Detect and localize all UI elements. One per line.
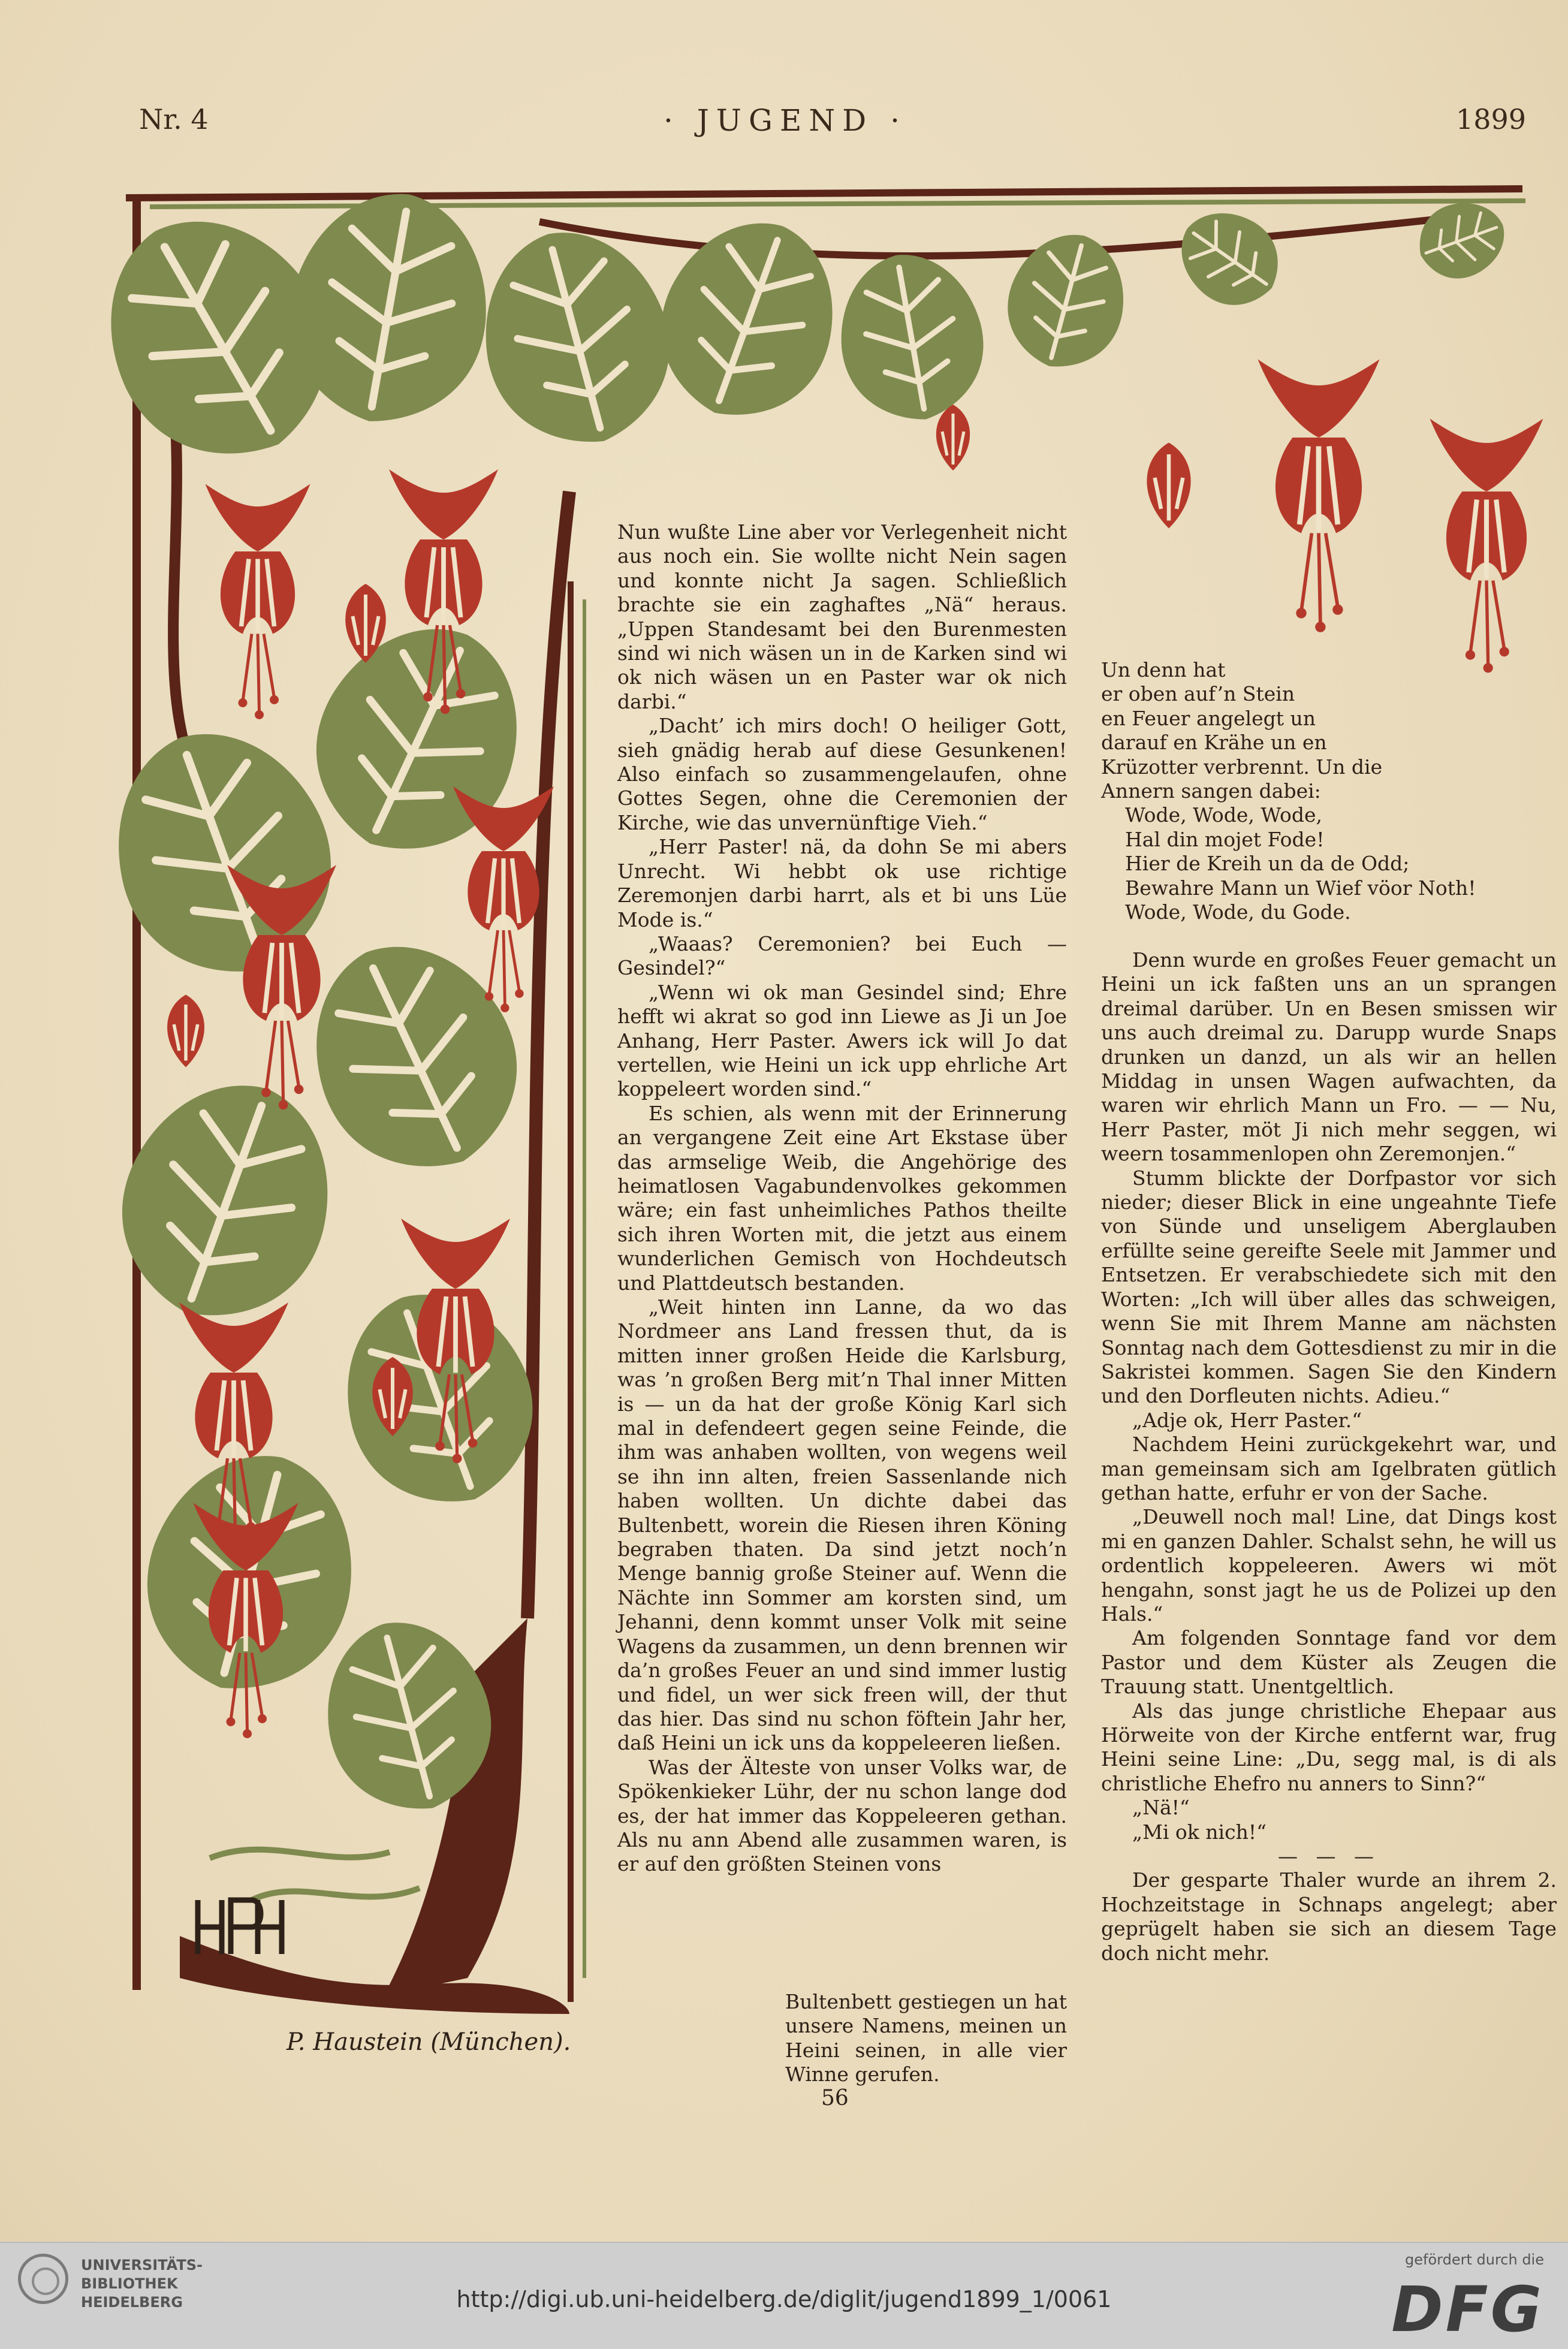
paragraph: „Wenn wi ok man Gesindel sind; Ehre hefft wi akrat so god inn Liewe as Ji un Joe Anhang, Herr Paster. Awers ick will Jo dat vertellen, wie Heini un ick upp ehrliche Art koppeleert worden sind.“ [617, 980, 1067, 1101]
paragraph: Denn wurde en großes Feuer gemacht un Heini un ick faßten uns an un sprangen dreimal darüber. Un en Besen smissen wir uns auch dreimal zu. Darupp wurde Snaps drunken un danzd, un als wir an hellen Middag in unsen Wagen aufwachten, da waren wir ehrlich Mann un Fro. — — Nu, Herr Paster, möt Ji nich mehr seggen, wi weern tosammenlopen ohn Zeremonjen.“ [1101, 948, 1557, 1166]
paragraph: Es schien, als wenn mit der Erinnerung an vergangene Zeit eine Art Ekstase über das armselige Weib, die Angehörige des heimatlosen Vagabundenvolkes gekommen wäre; ein fast unheimliches Pathos theilte sich ihren Worten mit, die jetzt aus einem wunderlichen Gemisch von Hochdeutsch und Plattdeutsch bestanden. [617, 1101, 1067, 1295]
illustration-caption: P. Haustein (München). [287, 2028, 571, 2056]
leaf [827, 243, 996, 432]
poem-line: er oben auf’n Stein [1101, 682, 1295, 706]
leaf [1162, 193, 1297, 324]
paragraph: Der gesparte Thaler wurde an ihrem 2. Hochzeitstage in Schnaps angelegt; aber geprügelt haben sie sich an diesem Tage doch nicht mehr. [1101, 1868, 1557, 1965]
magazine-title: · JUGEND · [663, 103, 907, 138]
poem-line: Hier de Kreih un da de Odd; [1125, 852, 1410, 876]
poem-line: Krüzotter verbrennt. Un die [1101, 755, 1383, 779]
paragraph: Nachdem Heini zurückgekehrt war, und man gemeinsam sich am Igelbraten gütlich gethan hatte, erfuhr er von der Sache. [1101, 1433, 1557, 1504]
paragraph: „Nä!“ [1132, 1796, 1190, 1820]
poem-line: Wode, Wode, du Gode. [1125, 900, 1351, 924]
paragraph: Bultenbett gestiegen un hat unsere Namens, meinen un Heini seinen, in alle vier Winne gerufen. [785, 1990, 1067, 2086]
paragraph: Was der Älteste von unser Volks war, de Spökenkieker Lühr, der nu schon lange dod es, der hat immer das Koppeleeren gethan. Als nu ann Abend alle zusammen waren, is er auf den größten Steinen vons [617, 1755, 1067, 1876]
digitization-footer [0, 2242, 1568, 2349]
poem-line: Bewahre Mann un Wief vöor Noth! [1125, 876, 1476, 900]
paragraph: „Herr Paster! nä, da dohn Se mi abers Unrecht. Wi hebbt ok use richtige Zeremonjen darbi harrt, als et bi uns Lüe Mode is.“ [617, 835, 1067, 931]
poem-line: Wode, Wode, Wode, [1125, 803, 1323, 827]
paragraph: Am folgenden Sonntage fand vor dem Pastor und dem Küster als Zeugen die Trauung statt. Unentgeltlich. [1101, 1626, 1557, 1699]
source-url-link[interactable]: http://digi.ub.uni-heidelberg.de/diglit/jugend1899_1/0061 [456, 2286, 1112, 2312]
main-stem [527, 491, 569, 1618]
fuchsia-flower [1430, 419, 1543, 673]
institution-line: BIBLIOTHEK [81, 2275, 178, 2292]
poem-line: Un denn hat [1101, 658, 1226, 682]
artist-monogram [198, 1900, 282, 1954]
poem-line: Annern sangen dabei: [1101, 779, 1321, 803]
paragraph: Nun wußte Line aber vor Verlegenheit nicht aus noch ein. Sie wollte nicht Nein sagen und konnte nicht Ja sagen. Schließlich brachte sie ein zaghaftes „Nä“ heraus. „Uppen Standesamt bei den Burenmesten sind wi nich wäsen un in de Karken sind wi ok nich wäsen un en Paster war ok nich darbi.“ [617, 520, 1067, 713]
leaf [635, 197, 861, 441]
leaf [460, 210, 692, 465]
grass-lines [210, 1850, 420, 1900]
leaf [91, 1054, 363, 1347]
text-column-middle [617, 520, 1067, 1877]
paragraph: „Mi ok nich!“ [1132, 1820, 1267, 1844]
fuchsia-bud [167, 995, 204, 1068]
poem-line: Hal din mojet Fode! [1125, 827, 1325, 851]
year: 1899 [1455, 103, 1526, 135]
paragraph: „Waaas? Ceremonien? bei Euch — Gesindel?“ [617, 931, 1067, 980]
paragraph: „Adje ok, Herr Paster.“ [1132, 1408, 1362, 1432]
frame-top-line [126, 189, 1522, 198]
institution-line: UNIVERSITÄTS- [81, 2257, 203, 2273]
fuchsia-bud [1147, 443, 1190, 529]
text-column-right [1101, 948, 1557, 1965]
tree-roots [180, 1936, 569, 2014]
paragraph: „Dacht’ ich mirs doch! O heiliger Gott, sieh gnädig herab auf diese Gesunkenen! Also einfach so zusammengelaufen, ohne Gottes Segen, ohne die Ceremonien der Kirche, wie das unvernünftige Vieh.“ [617, 714, 1067, 834]
top-vine [539, 216, 1469, 256]
page-number: 56 [821, 2086, 849, 2110]
paragraph: „Deuwell noch mal! Line, dat Dings kost mi en ganzen Dahler. Schalst sehn, he will us ordentlich koppeleeren. Awers wi möt hengahn, sonst jagt he us de Polizei up den Hals.“ [1101, 1505, 1557, 1626]
institution-line: HEIDELBERG [81, 2294, 183, 2311]
dfg-logo[interactable]: DFG [1391, 2273, 1544, 2346]
poem-line: en Feuer angelegt un [1101, 706, 1316, 730]
paragraph: Als das junge christliche Ehepaar aus Hörweite von der Kirche entfernt war, frug Heini seine Line: „Du, segg mal, is di als christliche Ehefro nu anners to Sinn?“ [1101, 1699, 1557, 1795]
section-separator: — — — [1278, 1844, 1380, 1868]
fuchsia-bud [936, 405, 970, 471]
paragraph: „Weit hinten inn Lanne, da wo das Nordmeer ans Land fressen thut, da is mitten inner großen Heide die Karlsburg, was ’n großen Berg mit’n Thal inner Mitten is — un da hat der große König Karl sich mal in defendeert gegen seine Feinde, die ihm was anhaben wollten, von wegens weil se ihn inn alten, freien Sassenlande nich haben wollten. Un dichte dabei das Bultenbett, worein die Riesen ihren Köning begraben thaten. Da sind jetzt noch’n Menge bannig große Steiner auf. Wenn die Nächte inn Sommer am korsten sind, um Jehanni, denn kommt unser Volk mit seine Wagens da zusammen, un denn brennen wir da’n großes Feuer an und sind immer lustig und fidel, un wer sick freen will, der thut das hier. Das sind nu schon föftein Jahr her, daß Heini un ick uns da koppeleeren ließen. [617, 1295, 1067, 1755]
text-column-middle-tail [785, 1990, 1067, 2087]
fuchsia-flower [1258, 360, 1380, 632]
sponsor-text: gefördert durch die [1405, 2251, 1544, 2268]
poem-block [1101, 658, 1533, 924]
poem-line: darauf en Krähe un en [1101, 731, 1327, 755]
paragraph: Stumm blickte der Dorfpastor vor sich nieder; dieser Blick in eine ungeahnte Tiefe von Sünde und unseligem Aberglauben erfüllte seine gereifte Seele mit Jammer und Entsetzen. Er verabschiedete sich mit den Worten: „Ich will über alles das schweigen, wenn Sie mit Ihrem Manne am nächsten Sonntag nach dem Gottesdienst zu mir in die Sakristei kommen. Sagen Sie den Kindern und den Dorfleuten nichts. Adieu.“ [1101, 1166, 1557, 1408]
issue-number: Nr. 4 [139, 103, 209, 135]
fuchsia-flower [206, 484, 310, 720]
leaf [994, 221, 1139, 381]
leaf [1408, 190, 1515, 290]
